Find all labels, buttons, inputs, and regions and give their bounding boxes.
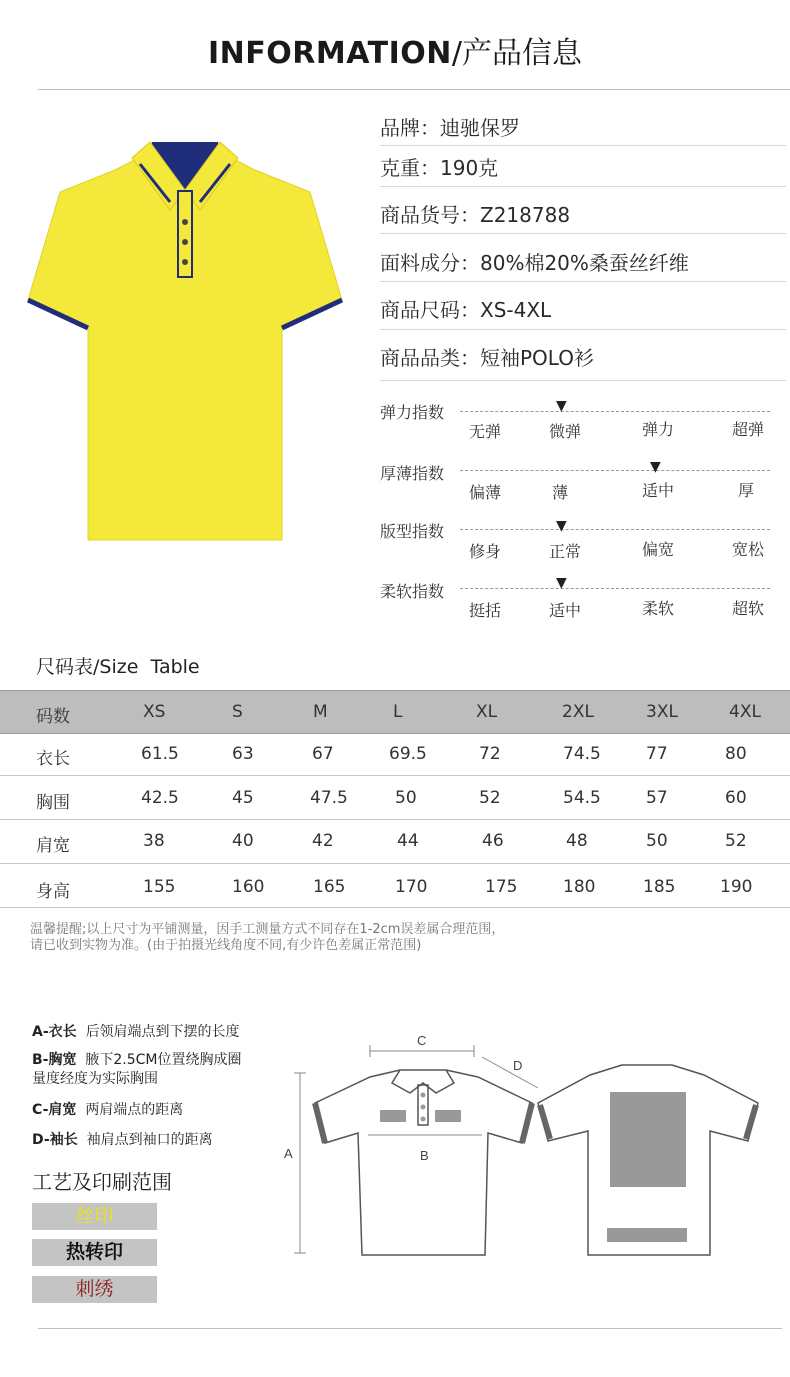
spec-brand: 品牌：迪驰保罗 [380,116,520,140]
selected-marker-icon: ▼ [556,398,567,414]
table-cell: 63 [232,744,254,764]
table-cell: 38 [143,831,165,851]
index-option: 厚 [737,481,754,500]
measure-chest [32,1049,242,1069]
index-label-fit: 版型指数 [380,522,445,541]
index-option: 无弹 [468,422,501,441]
table-cell: 44 [397,831,419,851]
divider [38,89,790,90]
index-scale [460,529,770,530]
spec-divider [380,186,786,187]
measure-sleeve [32,1129,213,1149]
spec-category: 商品品类：短袖POLO衫 [380,346,594,370]
index-label-softness: 柔软指数 [380,582,445,601]
spec-divider [380,329,786,330]
table-cell: 50 [646,831,668,851]
diagram-label-a: A [284,1146,293,1161]
table-cell: 190 [720,877,753,897]
index-option: 修身 [468,542,501,561]
measure-key: A-衣长 [32,1024,77,1040]
index-option: 弹力 [641,420,674,439]
diagram-label-b: B [420,1148,429,1163]
diagram-label-c: C [417,1033,427,1048]
index-scale [460,588,770,589]
craft-embroidery: 刺绣 [32,1276,157,1303]
table-cell: 74.5 [563,744,601,764]
spec-weight: 克重：190克 [380,156,499,180]
row-divider [0,907,790,908]
index-option: 偏宽 [641,540,674,559]
table-cell: 67 [312,744,334,764]
index-option: 柔软 [641,599,674,618]
note-line-2: 请已收到实物为准。(由于拍摄光线角度不同,有少许色差属正常范围) [30,938,422,953]
table-cell: 42.5 [141,788,179,808]
table-cell: 46 [482,831,504,851]
measure-key: C-肩宽 [32,1102,77,1118]
table-cell: 180 [563,877,596,897]
diagram-label-d: D [513,1058,523,1073]
table-cell: 52 [479,788,501,808]
index-option: 偏薄 [468,483,501,502]
spec-divider [380,380,786,381]
title-cn: /产品信息 [451,36,582,71]
spec-divider [380,281,786,282]
table-cell: 40 [232,831,254,851]
row-divider [0,819,790,820]
measure-desc: 腋下2.5CM位置绕胸成圈 [85,1052,242,1068]
index-option: 薄 [551,483,568,502]
table-cell: 61.5 [141,744,179,764]
table-cell: 衣长 [36,749,70,769]
index-option: 超弹 [731,420,764,439]
table-cell: 47.5 [310,788,348,808]
measure-desc: 后领肩端点到下摆的长度 [85,1024,240,1040]
header-cell: 2XL [562,702,594,722]
selected-marker-icon: ▼ [650,459,661,475]
table-cell: 57 [646,788,668,808]
craft-screen-print: 丝印 [32,1203,157,1230]
selected-marker-icon: ▼ [556,518,567,534]
table-cell: 45 [232,788,254,808]
index-scale [460,411,770,412]
table-cell: 160 [232,877,265,897]
index-option: 宽松 [731,540,764,559]
craft-title: 工艺及印刷范围 [32,1170,172,1194]
table-cell: 170 [395,877,428,897]
spec-divider [380,145,786,146]
measure-desc: 袖肩点到袖口的距离 [86,1132,213,1148]
spec-divider [380,233,786,234]
index-label-stretch: 弹力指数 [380,403,445,422]
row-divider [0,775,790,776]
table-cell: 165 [313,877,346,897]
product-image [20,130,350,550]
index-option: 微弹 [548,422,581,441]
table-cell: 身高 [36,882,70,902]
spec-sku: 商品货号：Z218788 [380,203,571,227]
title-en: INFORMATION [208,36,452,71]
index-option: 适中 [548,601,581,620]
measure-shoulder [32,1099,183,1119]
table-cell: 42 [312,831,334,851]
header-cell: 3XL [646,702,678,722]
index-option: 适中 [641,481,674,500]
table-cell: 52 [725,831,747,851]
header-cell: L [393,702,403,722]
table-cell: 185 [643,877,676,897]
bottom-divider [38,1328,782,1329]
size-table-title: 尺码表/Size Table [36,656,200,678]
header-cell: M [313,702,328,722]
header-cell: XL [476,702,498,722]
table-cell: 60 [725,788,747,808]
index-option: 挺括 [468,601,501,620]
measure-length [32,1021,240,1041]
header-cell: S [232,702,243,722]
spec-size: 商品尺码：XS-4XL [380,298,552,322]
craft-heat-transfer: 热转印 [32,1239,157,1266]
selected-marker-icon: ▼ [556,575,567,591]
table-cell: 77 [646,744,668,764]
measurement-diagram [270,1025,770,1265]
index-option: 正常 [548,542,581,561]
measure-chest-desc2: 量度经度为实际胸围 [32,1071,158,1087]
note-line-1: 温馨提醒;以上尺寸为平铺测量，因手工测量方式不同存在1-2cm误差属合理范围， [30,922,505,937]
table-cell: 175 [485,877,518,897]
measure-key: D-袖长 [32,1132,78,1148]
spec-fabric: 面料成分：80%棉20%桑蚕丝纤维 [380,251,689,275]
header-cell: XS [143,702,166,722]
table-cell: 50 [395,788,417,808]
table-cell: 72 [479,744,501,764]
header-cell: 4XL [729,702,761,722]
table-cell: 48 [566,831,588,851]
table-cell: 155 [143,877,176,897]
header-cell: 码数 [36,707,70,727]
index-option: 超软 [731,599,764,618]
table-cell: 54.5 [563,788,601,808]
table-cell: 69.5 [389,744,427,764]
measure-key: B-胸宽 [32,1052,77,1068]
page-title [0,28,790,72]
measure-desc: 两肩端点的距离 [85,1102,184,1118]
table-cell: 胸围 [36,793,70,813]
table-cell: 肩宽 [36,836,70,856]
index-label-thickness: 厚薄指数 [380,464,445,483]
index-scale [460,470,770,471]
table-cell: 80 [725,744,747,764]
row-divider [0,863,790,864]
